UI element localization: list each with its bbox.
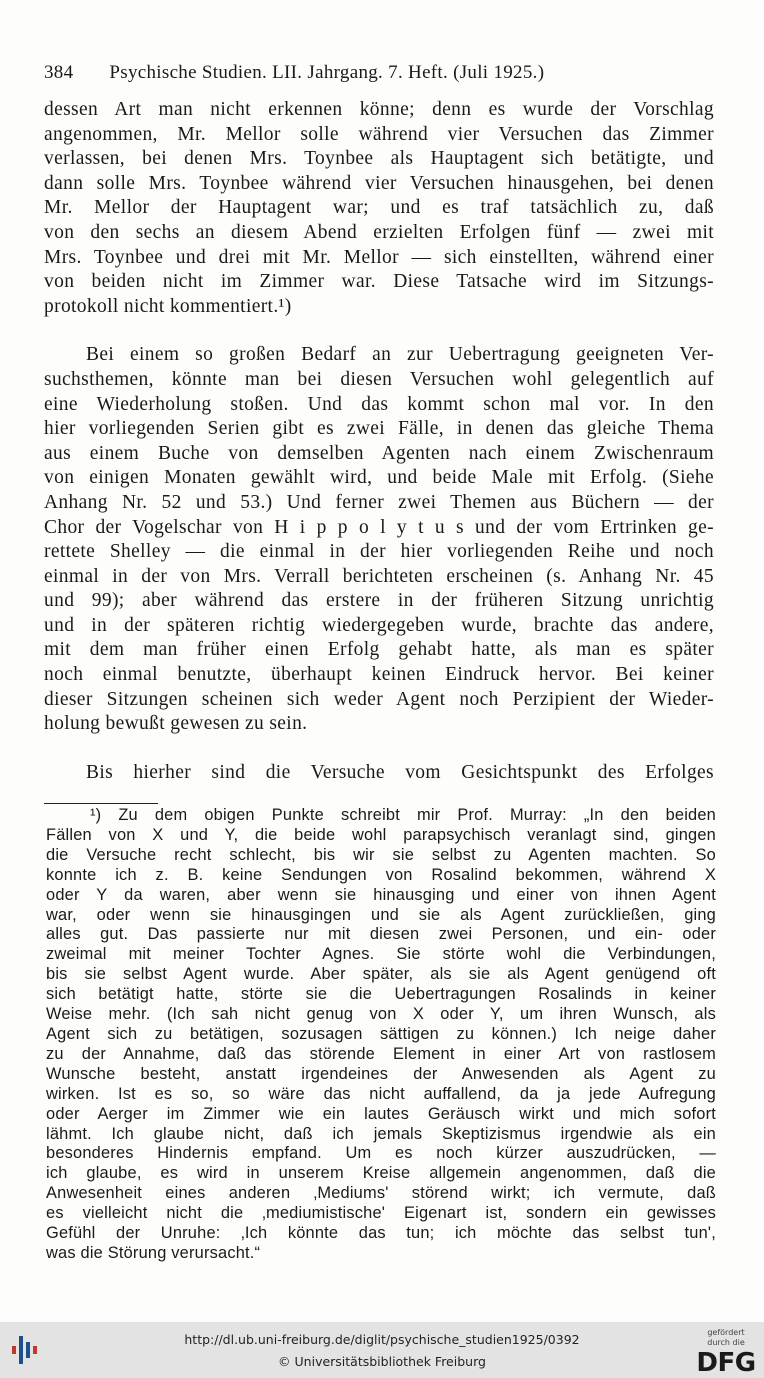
text-line: Bis hierher sind die Versuche vom Gesichtspunkt des Erfolges bbox=[86, 761, 714, 783]
text-line: holung bewußt gewesen zu sein. bbox=[44, 713, 308, 735]
body-text bbox=[44, 98, 714, 785]
text-line: Mr. Mellor der Hauptagent war; und es traf tatsächlich zu, daß bbox=[44, 197, 714, 219]
footnote-line: konnte ich z. B. keine Sendungen von Rosalind bekommen, während X bbox=[46, 865, 716, 884]
footnote-line: oder Aerger im Zimmer wie ein lautes Geräusch wirkt und mich sofort bbox=[46, 1104, 716, 1123]
paragraph-gap bbox=[44, 737, 714, 761]
paragraph-gap bbox=[44, 319, 714, 343]
viewer-footer bbox=[0, 1322, 764, 1378]
footnote-line: Wunsche besteht, anstatt irgendeines der Anwesenden als Agent zu bbox=[46, 1064, 716, 1083]
footnote-line: lähmt. Ich glaube nicht, daß ich jemals Skeptizismus irgendwie als ein bbox=[46, 1124, 716, 1143]
running-title: Psychische Studien. LII. Jahrgang. 7. Heft. (Juli 1925.) bbox=[109, 62, 545, 83]
text-line: Chor der Vogelschar von H i p p o l y t u s und der vom Ertrinken ge- bbox=[44, 516, 714, 538]
footnote-rule bbox=[44, 803, 158, 804]
footnote bbox=[46, 806, 716, 1264]
text-line: dieser Sitzungen scheinen sich weder Agent noch Perzipient der Wieder- bbox=[44, 688, 714, 710]
funding-note: gefördert durch die bbox=[707, 1328, 745, 1347]
text-line: von den sechs an diesem Abend erzielten Erfolgen fünf — zwei mit bbox=[44, 221, 714, 243]
footnote-line: sich betätigt hatte, störte sie die Uebertragungen Rosalinds in keiner bbox=[46, 985, 716, 1004]
footnote-line: Anwesenheit eines anderen ‚Mediums' störend wirkt; ich vermute, daß bbox=[46, 1184, 716, 1203]
paragraph-1 bbox=[44, 98, 714, 319]
footnote-line: war, oder wenn sie hinausgingen und sie als Agent zurückließen, ging bbox=[46, 905, 716, 924]
text-line: Mrs. Toynbee und drei mit Mr. Mellor — sich einstellten, während einer bbox=[44, 246, 714, 268]
text-line: aus einem Buche von demselben Agenten nach einem Zwischenraum bbox=[44, 442, 714, 464]
text-line: von einigen Monaten gewählt wird, und beide Male mit Erfolg. (Siehe bbox=[44, 467, 714, 489]
footnote-line: Fällen von X und Y, die beide wohl parapsychisch veranlagt sind, gingen bbox=[46, 825, 716, 844]
footnote-line: bis sie selbst Agent wurde. Aber später, als sie als Agent genügend oft bbox=[46, 965, 716, 984]
footnote-line: zu der Annahme, daß das störende Element in einer Art von rastlosem bbox=[46, 1044, 716, 1063]
footnote-line: ich glaube, es wird in unserem Kreise allgemein angenommen, daß die bbox=[46, 1164, 716, 1183]
footnote-line: wirken. Ist es so, so wäre das nicht auffallend, da ja jede Aufregung bbox=[46, 1084, 716, 1103]
paragraph-2 bbox=[44, 343, 714, 737]
permalink-url[interactable]: http://dl.ub.uni-freiburg.de/diglit/psychische_studien1925/0392 bbox=[184, 1332, 580, 1347]
text-line: und 99); aber während das erstere in der früheren Sitzung unrichtig bbox=[44, 590, 714, 612]
text-line: eine Wiederholung stoßen. Und das kommt schon mal vor. In den bbox=[44, 393, 714, 415]
footnote-line: ¹) Zu dem obigen Punkte schreibt mir Prof. Murray: „In den beiden bbox=[90, 806, 716, 824]
dfg-funding-badge[interactable] bbox=[696, 1328, 756, 1378]
text-line: rettete Shelley — die einmal in der hier vorliegenden Reihe und noch bbox=[44, 541, 714, 563]
text-line: suchsthemen, könnte man bei diesen Versuchen wohl gelegentlich auf bbox=[44, 368, 714, 390]
text-line: protokoll nicht kommentiert.¹) bbox=[44, 295, 292, 317]
footnote-line: Weise mehr. (Ich sah nicht genug von X oder Y, um ihren Wunsch, als bbox=[46, 1005, 716, 1024]
text-line: von beiden nicht im Zimmer war. Diese Tatsache wird im Sitzungs- bbox=[44, 271, 714, 293]
text-line: hier vorliegenden Serien gibt es zwei Fälle, in denen das gleiche Thema bbox=[44, 418, 714, 440]
page-number: 384 bbox=[44, 62, 74, 83]
footnote-line: es vielleicht nicht die ‚mediumistische' Eigenart ist, sondern ein gewisses bbox=[46, 1204, 716, 1223]
footnote-line: Gefühl der Unruhe: ‚Ich könnte das tun; ich möchte das selbst tun', bbox=[46, 1224, 716, 1243]
footnote-line: zweimal mit meiner Tochter Agnes. Sie störte wohl die Verbindungen, bbox=[46, 945, 716, 964]
footnote-line: besonderes Hindernis empfand. Um es noch kürzer auszudrücken, — bbox=[46, 1144, 716, 1163]
text-line: Anhang Nr. 52 und 53.) Und ferner zwei Themen aus Büchern — der bbox=[44, 491, 714, 513]
footnote-line: oder Y da waren, aber wenn sie hinausging und einer von ihnen Agent bbox=[46, 885, 716, 904]
dfg-logo: DFG bbox=[696, 1348, 756, 1378]
text-line: noch einmal benutzte, überhaupt keinen Eindruck hervor. Bei keiner bbox=[44, 664, 714, 686]
text-line: Bei einem so großen Bedarf an zur Uebertragung geeigneten Ver- bbox=[86, 344, 714, 366]
text-line: mit dem man früher einen Erfolg gehabt hatte, als man es später bbox=[44, 639, 714, 661]
text-line: verlassen, bei denen Mrs. Toynbee als Hauptagent sich betätigte, und bbox=[44, 148, 714, 170]
copyright-notice: © Universitätsbibliothek Freiburg bbox=[278, 1354, 486, 1369]
footnote-line: Agent sich zu betätigen, sozusagen sättigen zu können.) Ich neige daher bbox=[46, 1024, 716, 1043]
text-line: dessen Art man nicht erkennen könne; denn es wurde der Vorschlag bbox=[44, 99, 714, 120]
text-line: angenommen, Mr. Mellor solle während vier Versuchen das Zimmer bbox=[44, 123, 714, 145]
text-line: dann solle Mrs. Toynbee während vier Versuchen hinausgehen, bei denen bbox=[44, 172, 714, 194]
running-header bbox=[44, 62, 724, 84]
footnote-line: die Versuche recht schlecht, bis wir sie selbst zu Agenten machten. So bbox=[46, 845, 716, 864]
text-line: und in der späteren richtig wiedergegeben wurde, brachte das andere, bbox=[44, 614, 714, 636]
footnote-line: was die Störung verursacht.“ bbox=[46, 1243, 261, 1262]
footnote-line: alles gut. Das passierte nur mit diesen zwei Personen, und ein- oder bbox=[46, 925, 716, 944]
paragraph-3 bbox=[44, 761, 714, 786]
text-line: einmal in der von Mrs. Verrall berichteten erscheinen (s. Anhang Nr. 45 bbox=[44, 565, 714, 587]
